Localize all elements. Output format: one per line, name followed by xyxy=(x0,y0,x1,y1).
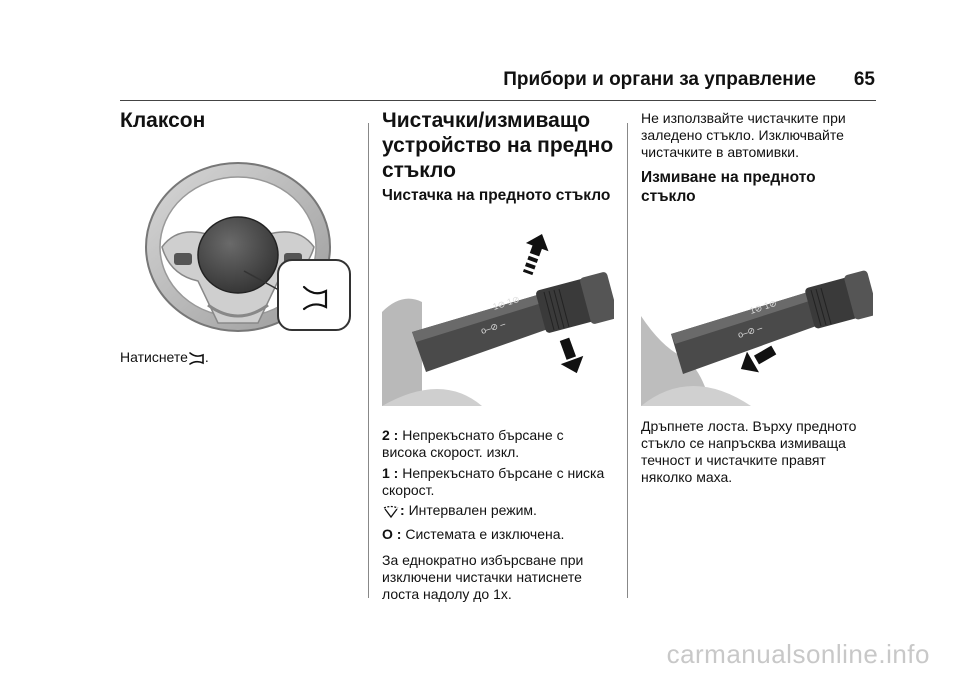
wiper-warning: Не използвайте чистачките при заледено стъкло. Изключвайте чистачките в автомивки. xyxy=(641,110,846,160)
horn-icon xyxy=(188,351,205,365)
section-title: Прибори и органи за управление xyxy=(503,69,816,90)
column-divider-2 xyxy=(627,123,628,598)
wiper-item-interval: : Интервален режим. xyxy=(382,502,537,519)
page-header xyxy=(120,64,876,101)
page-number: 65 xyxy=(853,69,875,90)
steering-wheel-figure xyxy=(138,155,353,335)
svg-text:o–⊘ –: o–⊘ – xyxy=(736,322,764,340)
wiper-stalk-figure xyxy=(382,222,614,406)
svg-text:o–⊘ –: o–⊘ – xyxy=(479,318,507,336)
washer-subheading: Измиване на предното стъкло xyxy=(641,169,816,205)
horn-heading: Клаксон xyxy=(120,109,206,132)
watermark: carmanualsonline.info xyxy=(666,639,930,669)
wiper-item-1: 1 : Непрекъснато бърсане с ниска скорост. xyxy=(382,465,605,498)
svg-text:1⊘ 1⊘: 1⊘ 1⊘ xyxy=(748,297,778,316)
wiper-note: За еднократно избърсване при изключени чистачки натиснете лоста надолу до 1x. xyxy=(382,552,584,602)
wiper-item-off: O : Системата е изключена. xyxy=(382,526,565,542)
wiper-heading: Чистачки/измиващо устройство на предно стъкло xyxy=(382,109,614,182)
column-divider-1 xyxy=(368,123,369,598)
interval-wiper-icon xyxy=(382,504,400,519)
wiper-item-2: 2 : Непрекъснато бърсане с висока скорост. изкл. xyxy=(382,427,564,460)
washer-description: Дръпнете лоста. Върху предното стъкло се напръсква измиваща течност и чистачките правят няколко маха. xyxy=(641,418,857,485)
wiper-subheading: Чистачка на предното стъкло xyxy=(382,187,611,204)
washer-stalk-figure xyxy=(641,246,873,406)
horn-caption: Натиснете . xyxy=(120,349,209,365)
svg-text:1⊘ 1⊘: 1⊘ 1⊘ xyxy=(491,293,521,312)
